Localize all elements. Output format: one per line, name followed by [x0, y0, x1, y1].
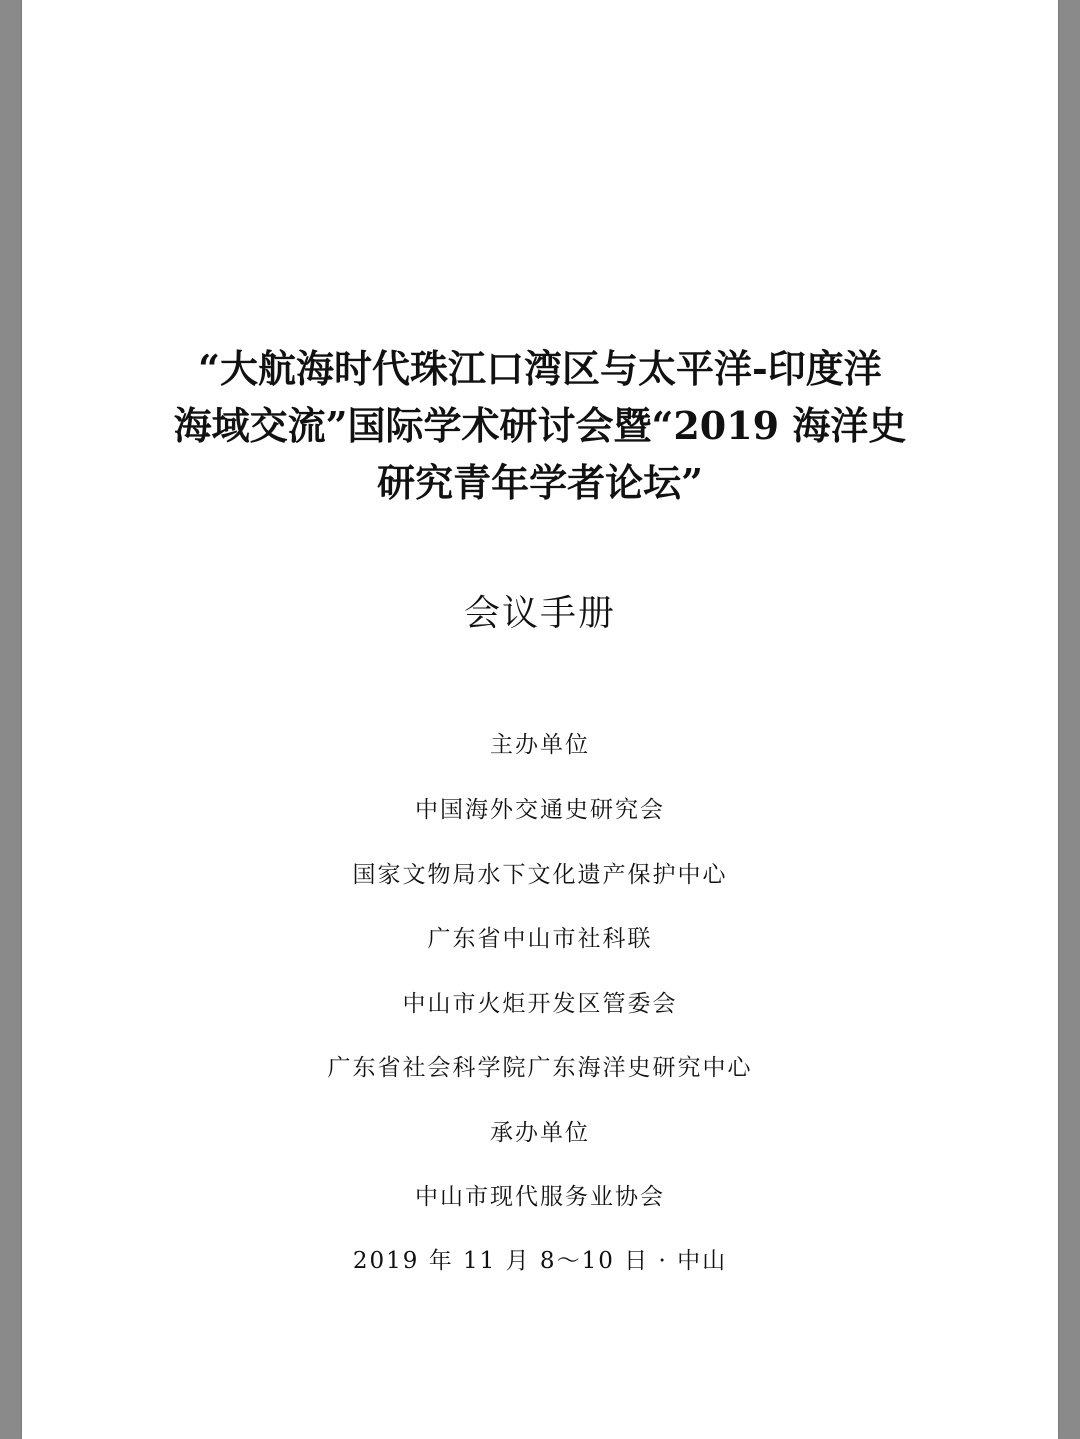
- title-line-1: “大航海时代珠江口湾区与太平洋-印度洋: [198, 346, 882, 391]
- title-line-2: 海域交流”国际学术研讨会暨“2019 海洋史: [173, 403, 907, 448]
- organizer-item: 国家文物局水下文化遗产保护中心: [352, 862, 728, 888]
- organizer-item: 广东省中山市社科联: [427, 926, 653, 952]
- title-line-3: 研究青年学者论坛”: [377, 460, 703, 505]
- co-organizer-item: 中山市现代服务业协会: [415, 1184, 665, 1210]
- co-organizers-heading: 承办单位: [490, 1120, 590, 1146]
- document-title: [22, 340, 1058, 511]
- organizer-item: 中山市火炬开发区管委会: [402, 991, 678, 1017]
- document-subtitle: 会议手册: [463, 593, 616, 634]
- organizer-item: 广东省社会科学院广东海洋史研究中心: [327, 1055, 753, 1081]
- organizers-heading: 主办单位: [490, 732, 590, 758]
- organizer-item: 中国海外交通史研究会: [415, 797, 665, 823]
- date-place: 2019 年 11 月 8～10 日 · 中山: [352, 1248, 728, 1274]
- document-page: [22, 0, 1058, 1439]
